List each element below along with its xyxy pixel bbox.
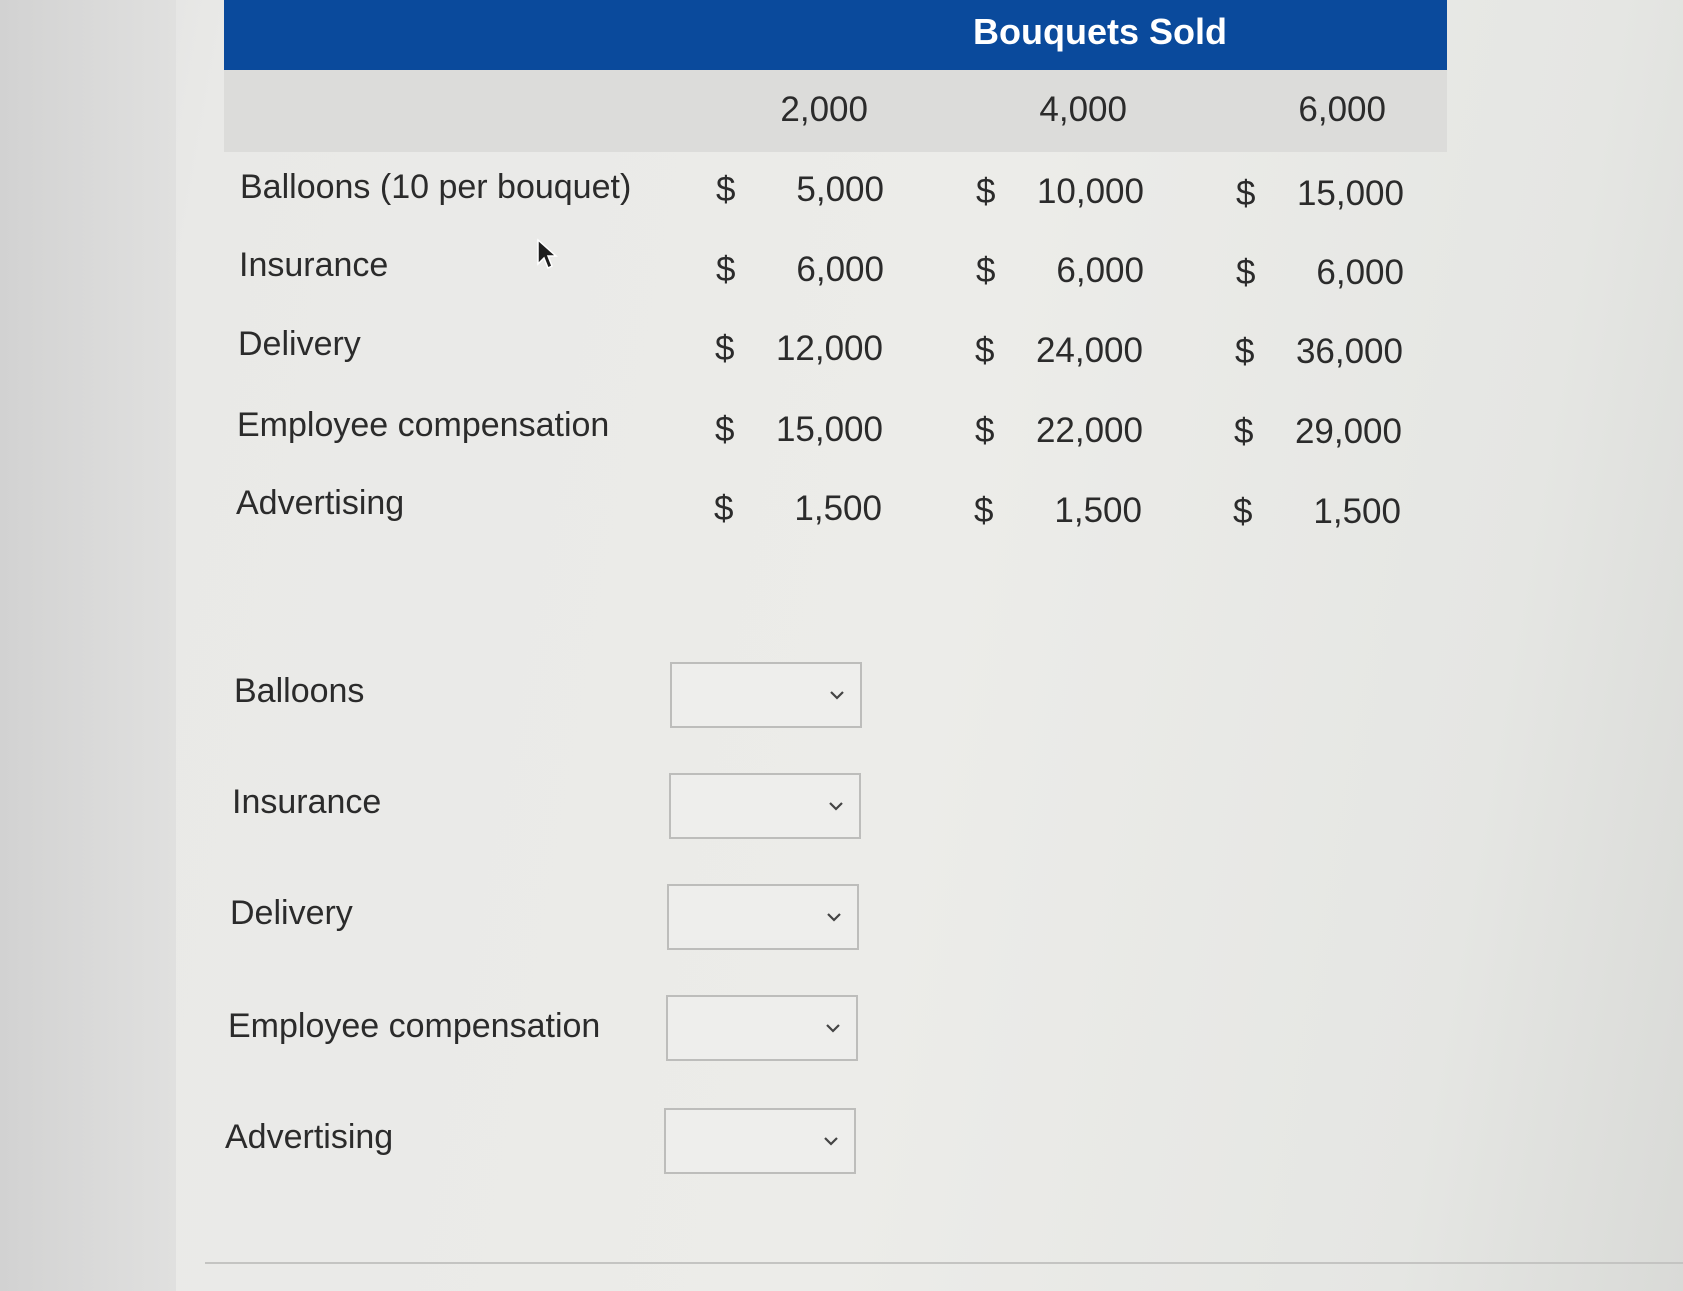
- cell-amount: 1,500: [1054, 491, 1142, 530]
- row-label-insurance: Insurance: [239, 246, 389, 284]
- currency-symbol: $: [976, 251, 996, 290]
- column-header-4000: 4,000: [1039, 90, 1127, 129]
- chevron-down-icon: [818, 1128, 844, 1154]
- chevron-down-icon: [821, 904, 847, 930]
- currency-symbol: $: [975, 331, 995, 370]
- currency-symbol: $: [1234, 412, 1254, 451]
- question-label-advertising: Advertising: [225, 1118, 394, 1156]
- mouse-pointer-icon: [536, 238, 558, 270]
- cell-amount: 24,000: [1035, 331, 1143, 370]
- currency-symbol: $: [1236, 174, 1256, 213]
- currency-symbol: $: [715, 329, 735, 368]
- chevron-down-icon: [820, 1015, 846, 1041]
- cell-amount: 36,000: [1295, 332, 1403, 371]
- cell-amount: 6,000: [1316, 253, 1404, 292]
- currency-symbol: $: [975, 411, 995, 450]
- currency-symbol: $: [714, 489, 734, 528]
- cell-amount: 1,500: [1313, 492, 1401, 531]
- column-header-2000: 2,000: [780, 90, 868, 129]
- cell-amount: 10,000: [1036, 172, 1144, 211]
- row-label-delivery: Delivery: [238, 325, 361, 363]
- row-label-employee-compensation: Employee compensation: [237, 406, 610, 444]
- table-header-title: Bouquets Sold: [973, 11, 1227, 52]
- column-header-6000: 6,000: [1298, 90, 1386, 129]
- currency-symbol: $: [715, 410, 735, 449]
- cell-amount: 29,000: [1294, 412, 1402, 451]
- cell-amount: 6,000: [796, 250, 884, 289]
- currency-symbol: $: [974, 491, 994, 530]
- cell-amount: 12,000: [775, 329, 883, 368]
- employee-compensation-select[interactable]: [666, 995, 858, 1061]
- balloons-select[interactable]: [670, 662, 862, 728]
- row-label-advertising: Advertising: [236, 484, 405, 522]
- currency-symbol: $: [976, 172, 996, 211]
- currency-symbol: $: [1233, 492, 1253, 531]
- cell-amount: 1,500: [794, 489, 882, 528]
- insurance-select[interactable]: [669, 773, 861, 839]
- cell-amount: 15,000: [775, 410, 883, 449]
- cell-amount: 15,000: [1296, 174, 1404, 213]
- section-divider: [205, 1262, 1683, 1264]
- question-label-balloons: Balloons: [234, 672, 365, 710]
- chevron-down-icon: [824, 682, 850, 708]
- table-header-band: [224, 0, 1447, 70]
- currency-symbol: $: [716, 170, 736, 209]
- question-label-employee-compensation: Employee compensation: [228, 1007, 601, 1045]
- currency-symbol: $: [1236, 253, 1256, 292]
- advertising-select[interactable]: [664, 1108, 856, 1174]
- question-label-insurance: Insurance: [232, 783, 382, 821]
- row-label-balloons: Balloons (10 per bouquet): [240, 168, 632, 206]
- cell-amount: 22,000: [1035, 411, 1143, 450]
- question-label-delivery: Delivery: [230, 894, 353, 932]
- currency-symbol: $: [716, 250, 736, 289]
- cell-amount: 5,000: [796, 170, 884, 209]
- currency-symbol: $: [1235, 332, 1255, 371]
- delivery-select[interactable]: [667, 884, 859, 950]
- cell-amount: 6,000: [1056, 251, 1144, 290]
- chevron-down-icon: [823, 793, 849, 819]
- page-edge: [0, 0, 176, 1291]
